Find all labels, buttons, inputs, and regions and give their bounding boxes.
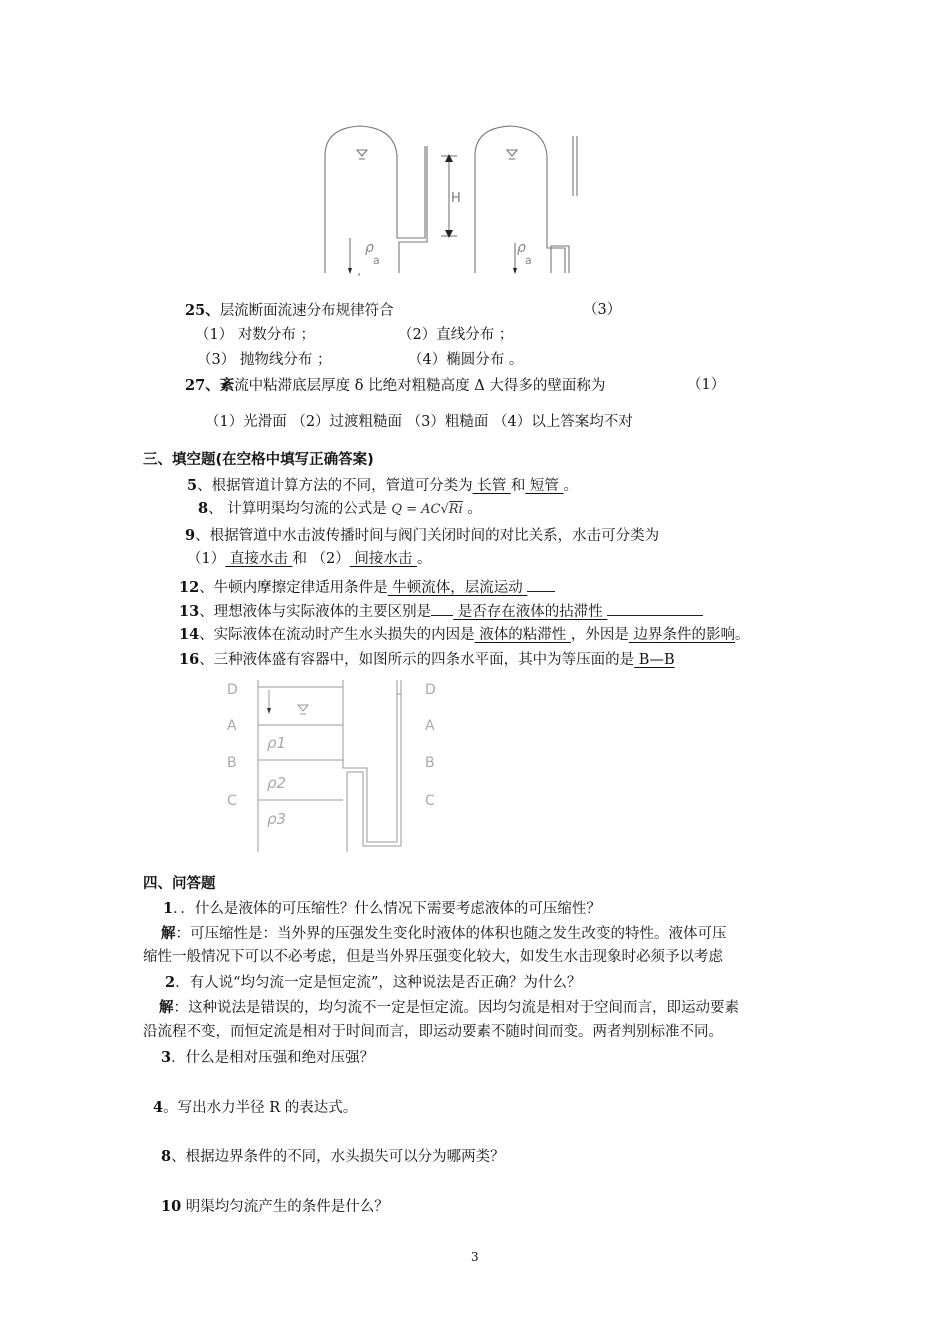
figure2-rho-1: ρ1 [267,734,287,752]
question-25-answer: （3） [583,302,622,318]
question-27-text: 流中粘滞底层厚度 δ 比绝对粗糙高度 Δ 大得多的壁面称为 [234,378,606,394]
qa-2-number: 2 [165,974,176,991]
question-27 [185,377,605,395]
fill-9-label-2: 和 （2） [292,551,350,567]
fill-14-end: 。 [735,627,750,643]
page-number: 3 [471,1250,479,1264]
fill-8-number: 8 [198,500,209,517]
fill-8 [198,500,482,518]
fill-8-formula-left: Q = AC [391,502,441,517]
qa-1-text: ．．什么是液体的可压缩性？什么情况下需要考虑液体的可压缩性？ [173,901,601,917]
qa-8-text: 、根据边界条件的不同，水头损失可以分为哪两类？ [171,1149,505,1165]
fill-12-answer: 牛顿流体，层流运动 [387,580,528,596]
figure2-left-label-d: D [227,682,238,698]
figure-two-tanks [315,118,605,278]
figure2-right-label-c: C [425,793,435,809]
question-27-sep: 、 [205,377,220,394]
fill-5-mid: 和 [510,478,526,494]
question-25-number: 25 [185,302,206,319]
question-25-option-2: （2）直线分布 ； [398,327,514,343]
fill-12 [179,577,555,597]
question-25-option-4: （4）椭圆分布 。 [408,352,524,368]
fill-13-text: 、理想液体与实际液体的主要区别是 [199,604,432,620]
qa-2-answer-label: 解 [159,999,174,1016]
fill-16-text: 、三种液体盛有容器中，如图所示的四条水平面，其中为等压面的是 [199,652,635,668]
question-25-sep: 、 [205,302,220,319]
question-25-text: 层流断面流速分布规律符合 [219,303,394,319]
qa-3-text: ．什么是相对压强和绝对压强？ [171,1050,375,1066]
fill-9-answer-1: 直接水击 [225,551,293,567]
fill-13-answer: 是否存在液体的拈滞性 [453,604,608,620]
qa-1-answer-line-2: 缩性一般情况下可以不必考虑，但是当外界压强变化较大，如发生水击现象时必须予以考虑 [143,949,723,965]
qa-2-answer-text-1: ：这种说法是错误的，均匀流不一定是恒定流。因均匀流是相对于空间而言，即运动要素 [173,1000,739,1016]
fill-9-text: 、根据管道中水击波传播时间与阀门关闭时间的对比关系，水击可分类为 [195,528,660,544]
fill-16-number: 16 [179,651,200,668]
question-27-answer: （1） [687,377,726,393]
fill-9-line-2 [187,551,432,568]
fill-5-end: 。 [563,478,579,494]
qa-4-number: 4 [153,1099,164,1116]
fill-13-number: 13 [179,603,200,620]
qa-3-question [161,1049,374,1067]
fill-9-label-1: （1） [187,551,226,567]
figure1-rho-right: ρ [517,240,526,256]
section-4-title: 四、问答题 [143,876,216,892]
fill-14-answer-1: 液体的粘滞性 [474,627,571,643]
qa-8-number: 8 [161,1148,172,1165]
fill-5-number: 5 [187,477,198,494]
fill-8-formula-root: Ri [448,502,463,517]
fill-9 [185,527,659,545]
qa-2-text: ．有人说“均匀流一定是恒定流”，这种说法是否正确？为什么？ [175,975,582,991]
qa-4-question [153,1099,357,1117]
qa-8-question [161,1148,505,1166]
question-25-option-1: （1） 对数分布 ； [195,327,315,343]
fill-14-answer-2: 边界条件的影响 [628,627,736,643]
qa-10-number: 10 [161,1198,182,1215]
qa-3-number: 3 [161,1049,172,1066]
qa-1-answer-label: 解 [161,925,176,942]
fill-12-number: 12 [179,579,200,596]
figure2-rho-3: ρ3 [267,810,287,828]
figure2-left-label-a: A [227,718,237,734]
figure2-left-label-c: C [227,793,237,809]
fill-5-answer-1: 长管 [472,478,511,494]
fill-14-mid: ，外因是 [570,627,629,643]
fill-9-number: 9 [185,527,196,544]
fill-5 [187,477,578,495]
figure2-right-label-b: B [425,755,435,771]
qa-1-answer-line-1 [161,925,727,943]
fill-5-answer-2: 短管 [525,478,564,494]
fill-9-end: 。 [417,551,432,567]
fill-16 [179,651,675,669]
section-3-title: 三、填空题(在空格中填写正确答案) [143,452,374,468]
fill-13 [179,601,703,621]
figure1-a-left: a [373,254,380,267]
fill-14-text: 、实际液体在流动时产生水头损失的内因是 [199,627,475,643]
fill-14 [179,626,750,644]
figure2-right-label-d: D [425,682,436,698]
qa-10-text: 明渠均匀流产生的条件是什么？ [181,1199,389,1215]
fill-12-text: 、牛顿内摩擦定律适用条件是 [199,580,388,596]
figure-three-liquids [215,672,445,852]
fill-14-number: 14 [179,626,200,643]
figure2-right-label-a: A [425,718,435,734]
fill-8-text: 、 计算明渠均匀流的公式是 [208,501,387,517]
qa-1-number: 1 [163,900,174,917]
qa-10-question [161,1198,389,1216]
figure1-a-right: a [525,254,532,267]
qa-1-answer-text-1: ：可压缩性是：当外界的压强发生变化时液体的体积也随之发生改变的特性。液体可压 [175,926,727,942]
question-27-number: 27 [185,377,206,394]
fill-5-text: 、根据管道计算方法的不同，管道可分类为 [197,478,473,494]
figure2-rho-2: ρ2 [267,774,287,792]
question-27-bold-char: 紊 [219,377,235,394]
figure1-rho-left: ρ [365,240,374,256]
figure2-left-label-b: B [227,755,237,771]
qa-2-answer-line-2: 沿流程不变，而恒定流是相对于时间而言，即运动要素不随时间而变。两者判别标准不同。 [143,1024,723,1040]
qa-1-question [163,900,601,918]
fill-8-end: 。 [462,501,482,517]
fill-9-answer-2: 间接水击 [349,551,418,567]
question-25 [185,302,394,320]
question-25-option-3: （3） 抛物线分布 ； [197,352,332,368]
figure1-h-label: H [451,191,461,206]
qa-4-text: 。写出水力半径 R 的表达式。 [163,1100,358,1116]
fill-8-formula: Q = AC√Ri [391,502,463,517]
qa-2-question [165,974,581,992]
question-27-options: （1）光滑面 （2）过渡粗糙面 （3）粗糙面 （4）以上答案均不对 [205,414,633,430]
qa-2-answer-line-1 [159,999,739,1017]
fill-16-answer: B—B [634,652,675,668]
